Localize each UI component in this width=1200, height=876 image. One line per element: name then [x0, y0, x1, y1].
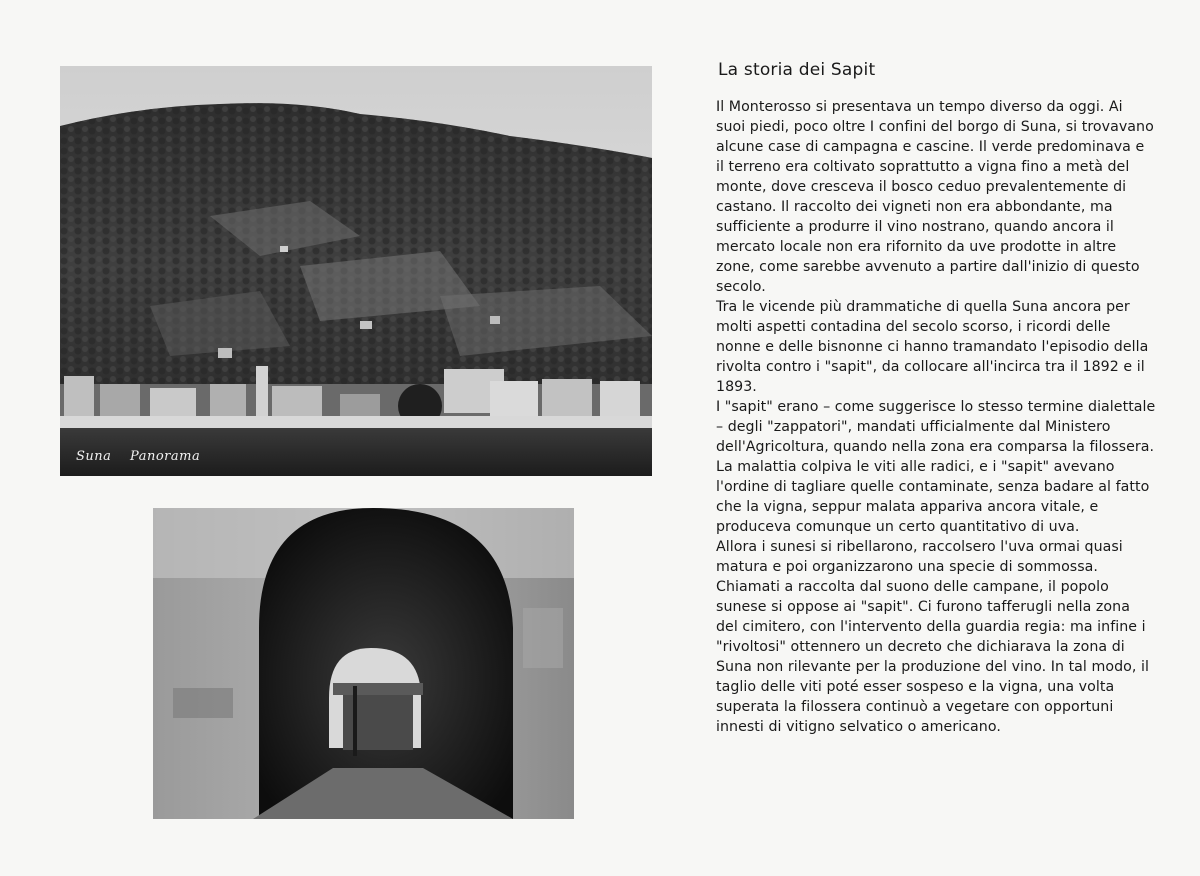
article-paragraph: Il Monterosso si presentava un tempo diverso da oggi. Ai suoi piedi, poco oltre I confini del borgo di Suna, si trovavano alcune case di campagna e cascine. Il verde predominava e il terreno era coltivato soprattutto a vigna fino a metà del monte, dove cresceva il bosco ceduo prevalentemente di castano. Il raccolto dei vigneti non era abbondante, ma sufficiente a produrre il vino nostrano, quando ancora il mercato locale non era rifornito da uve prodotte in altre zone, come sarebbe avvenuto a partire dall'inizio di questo secolo.	[716, 99, 1154, 295]
article-paragraph: Allora i sunesi si ribellarono, raccolsero l'uva ormai quasi matura e poi organizzarono una specie di sommossa. Chiamati a raccolta dal suono delle campane, il popolo sunese si oppose ai "sapit". Ci furono tafferugli nella zona del cimitero, con l'intervento della guardia regia: ma infine i "rivoltosi" ottennero un decreto che dichiarava la zona di Suna non rilevante per la produzione del vino. In tal modo, il taglio delle viti poté esser sospeso e la vigna, una volta superata la filossera continuò a vegetare con opportuni innesti di vitigno selvatico o americano.	[716, 539, 1149, 735]
article-title: La storia dei Sapit	[718, 60, 876, 80]
article	[716, 60, 1156, 737]
article-body	[716, 97, 1156, 737]
archway-photo	[153, 508, 574, 819]
article-paragraph: Tra le vicende più drammatiche di quella Suna ancora per molti aspetti contadina del secolo scorso, i ricordi delle nonne e delle bisnonne ci hanno tramandato l'episodio della rivolta contro i "sapit", da collocare all'incirca tra il 1892 e il 1893.	[716, 299, 1149, 395]
panorama-caption: Suna Panorama	[76, 449, 201, 464]
panorama-photo	[60, 66, 652, 476]
article-paragraph: I "sapit" erano – come suggerisce lo stesso termine dialettale – degli "zappatori", mandati ufficialmente dal Ministero dell'Agricoltura, quando nella zona era comparsa la filossera. La malattia colpiva le viti alle radici, e i "sapit" avevano l'ordine di tagliare quelle contaminate, senza badare al fatto che la vigna, seppur malata appariva ancora vitale, e produceva comunque un certo quantitativo di uva.	[716, 399, 1156, 535]
